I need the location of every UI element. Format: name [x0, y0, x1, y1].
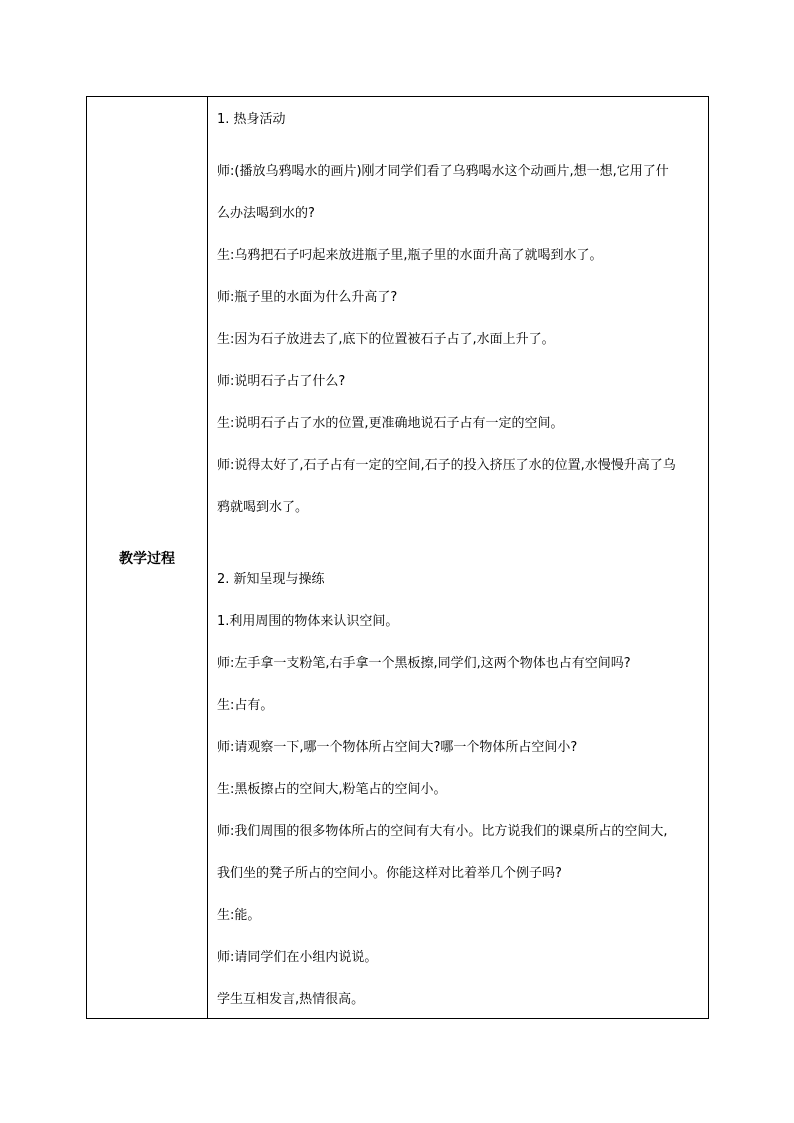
text-line: 师:我们周围的很多物体所占的空间有大有小。比方说我们的课桌所占的空间大, [217, 824, 668, 839]
text-line: 生:能。 [217, 908, 261, 923]
text-line: 生:黑板擦占的空间大,粉笔占的空间小。 [217, 782, 447, 797]
text-line: 1.利用周围的物体来认识空间。 [217, 614, 399, 629]
text-line: 师:左手拿一支粉笔,右手拿一个黑板擦,同学们,这两个物体也占有空间吗? [217, 656, 631, 671]
warmup-heading: 1. 热身活动 [217, 112, 286, 127]
new-knowledge-heading: 2. 新知呈现与操练 [217, 572, 325, 587]
text-line: 学生互相发言,热情很高。 [217, 992, 365, 1007]
text-line: 生:说明石子占了水的位置,更准确地说石子占有一定的空间。 [217, 416, 564, 431]
text-line: 么办法喝到水的? [217, 206, 315, 221]
text-line: 我们坐的凳子所占的空间小。你能这样对比着举几个例子吗? [217, 866, 562, 881]
text-line: 师:说得太好了,石子占有一定的空间,石子的投入挤压了水的位置,水慢慢升高了乌 [217, 458, 676, 473]
text-line: 生:乌鸦把石子叼起来放进瓶子里,瓶子里的水面升高了就喝到水了。 [217, 248, 603, 263]
label-column [87, 97, 208, 1018]
text-line: 生:因为石子放进去了,底下的位置被石子占了,水面上升了。 [217, 332, 555, 347]
text-line: 师:(播放乌鸦喝水的画片)刚才同学们看了乌鸦喝水这个动画片,想一想,它用了什 [217, 164, 669, 179]
text-line: 师:说明石子占了什么? [217, 374, 346, 389]
content-column [208, 97, 708, 1018]
lesson-table [86, 96, 709, 1019]
text-line: 师:瓶子里的水面为什么升高了? [217, 290, 398, 305]
text-line: 师:请同学们在小组内说说。 [217, 950, 378, 965]
text-line: 鸦就喝到水了。 [217, 500, 309, 515]
text-line: 师:请观察一下,哪一个物体所占空间大?哪一个物体所占空间小? [217, 740, 578, 755]
text-line: 生:占有。 [217, 698, 274, 713]
section-label: 教学过程 [119, 551, 175, 567]
